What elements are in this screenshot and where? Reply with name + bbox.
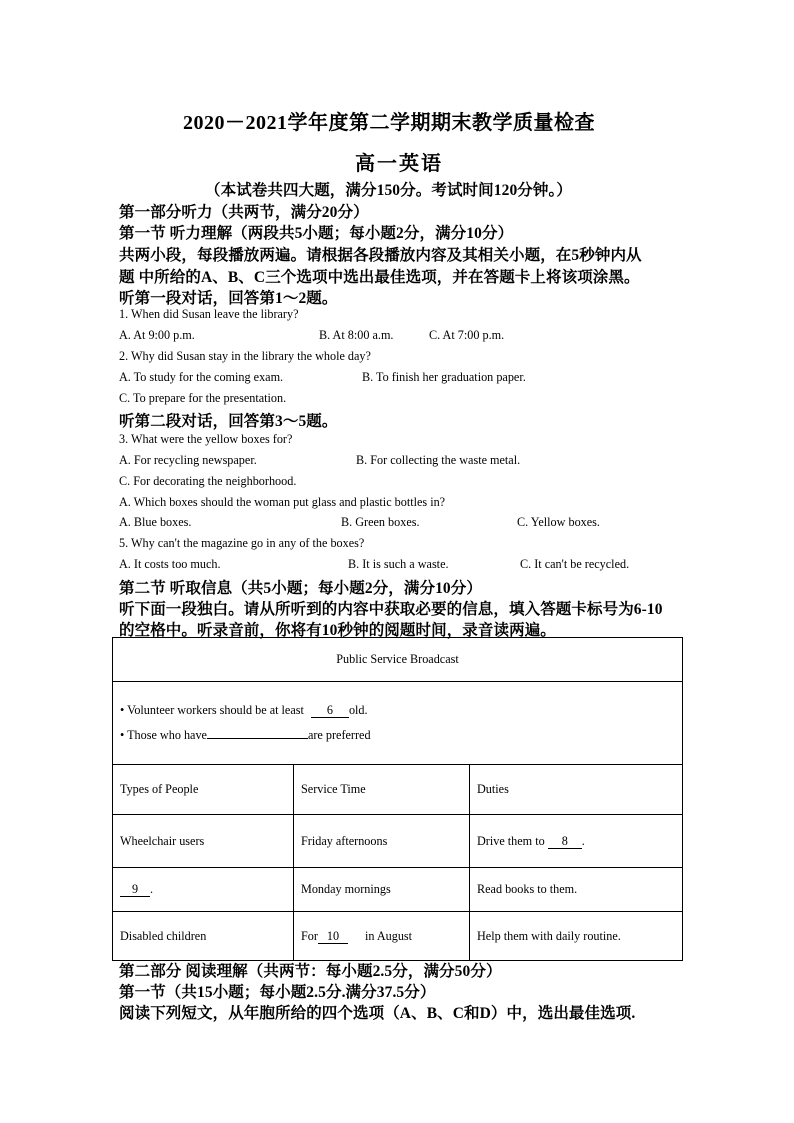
question-5-option-b: B. It is such a waste. xyxy=(348,557,449,571)
cell-type: Wheelchair users xyxy=(113,815,294,868)
time-prefix: For xyxy=(301,928,318,943)
dialog1-heading: 听第一段对话，回答第1～2题。 xyxy=(119,290,338,307)
cell-time xyxy=(294,912,470,961)
table-title: Public Service Broadcast xyxy=(113,638,683,682)
exam-title: 2020－2021学年度第二学期期末教学质量检查 xyxy=(183,112,595,134)
duty-suffix: . xyxy=(581,833,585,848)
question-5-option-a: A. It costs too much. xyxy=(119,557,221,571)
cell-type xyxy=(113,868,294,912)
header-duties: Duties xyxy=(470,765,683,815)
question-3-option-a: A. For recycling newspaper. xyxy=(119,453,257,467)
part2-instruction: 阅读下列短文，从年胞所给的四个选项（A、B、C和D）中，选出最佳选项. xyxy=(119,1005,636,1022)
dialog2-heading: 听第二段对话，回答第3～5题。 xyxy=(119,413,338,430)
duty-prefix: Drive them to xyxy=(477,833,545,848)
table-row xyxy=(113,912,683,961)
part2-section1-heading: 第一节（共15小题；每小题2.5分.满分37.5分） xyxy=(119,984,436,1001)
cell-duty xyxy=(470,815,683,868)
part1-heading: 第一部分听力（共两节，满分20分） xyxy=(119,204,369,221)
section1-heading: 第一节 听力理解（两段共5小题；每小题2分，满分10分） xyxy=(119,225,514,242)
question-4-option-b: B. Green boxes. xyxy=(341,515,420,529)
table-row xyxy=(113,815,683,868)
question-5-stem: 5. Why can't the magazine go in any of the boxes? xyxy=(119,536,365,550)
question-2-option-b: B. To finish her graduation paper. xyxy=(362,370,526,384)
question-2-option-c: C. To prepare for the presentation. xyxy=(119,391,287,405)
question-4-option-c: C. Yellow boxes. xyxy=(517,515,600,529)
question-3-option-b: B. For collecting the waste metal. xyxy=(356,453,521,467)
cell-type: Disabled children xyxy=(113,912,294,961)
section1-instruction-line1: 共两小段，每段播放两遍。请根据各段播放内容及其相关小题，在5秒钟内从 xyxy=(119,247,642,264)
note-preferred-prefix: • Those who have xyxy=(120,728,207,742)
time-suffix: in August xyxy=(364,928,413,943)
cell-time: Friday afternoons xyxy=(294,815,470,868)
section2-instruction-line1: 听下面一段独白。请从所听到的内容中获取必要的信息，填入答题卡标号为6-10 xyxy=(119,601,663,618)
cell-duty: Help them with daily routine. xyxy=(470,912,683,961)
question-1-stem: 1. When did Susan leave the library? xyxy=(119,307,299,321)
exam-info: （本试卷共四大题，满分150分。考试时间120分钟。） xyxy=(205,182,572,199)
table-row xyxy=(113,868,683,912)
table-notes xyxy=(113,682,683,765)
question-1-option-b: B. At 8:00 a.m. xyxy=(319,328,394,342)
blank-8: 8 xyxy=(548,835,582,849)
blank-9: 9 xyxy=(120,883,150,897)
blank-6: 6 xyxy=(311,704,349,718)
note-age-suffix: old. xyxy=(348,703,368,717)
question-2-stem: 2. Why did Susan stay in the library the whole day? xyxy=(119,349,371,363)
section2-heading: 第二节 听取信息（共5小题；每小题2分，满分10分） xyxy=(119,580,482,597)
type-suffix: . xyxy=(150,882,154,896)
question-4-option-a: A. Blue boxes. xyxy=(119,515,192,529)
question-5-option-c: C. It can't be recycled. xyxy=(520,557,630,571)
blank-10: 10 xyxy=(318,930,348,944)
question-1-option-a: A. At 9:00 p.m. xyxy=(119,328,195,342)
note-preferred-suffix: are preferred xyxy=(307,728,371,742)
question-1-option-c: C. At 7:00 p.m. xyxy=(429,328,505,342)
exam-subtitle: 高一英语 xyxy=(355,153,443,175)
section1-instruction-line2: 题 中所给的A、B、C三个选项中选出最佳选项，并在答题卡上将该项涂黑。 xyxy=(119,269,640,286)
blank-7 xyxy=(207,738,308,739)
cell-time: Monday mornings xyxy=(294,868,470,912)
cell-duty: Read books to them. xyxy=(470,868,683,912)
question-4-stem: A. Which boxes should the woman put glass and plastic bottles in? xyxy=(119,495,446,509)
header-types-of-people: Types of People xyxy=(113,765,294,815)
question-3-option-c: C. For decorating the neighborhood. xyxy=(119,474,297,488)
section2-instruction-line2: 的空格中。听录音前，你将有10秒钟的阅题时间，录音读两遍。 xyxy=(119,622,556,639)
question-2-option-a: A. To study for the coming exam. xyxy=(119,370,284,384)
note-age xyxy=(120,703,675,718)
note-preferred xyxy=(120,728,675,743)
broadcast-table xyxy=(112,637,683,961)
header-service-time: Service Time xyxy=(294,765,470,815)
question-3-stem: 3. What were the yellow boxes for? xyxy=(119,432,293,446)
table-header-row xyxy=(113,765,683,815)
note-age-prefix: • Volunteer workers should be at least xyxy=(120,703,304,717)
part2-heading: 第二部分 阅读理解（共两节：每小题2.5分，满分50分） xyxy=(119,963,502,980)
